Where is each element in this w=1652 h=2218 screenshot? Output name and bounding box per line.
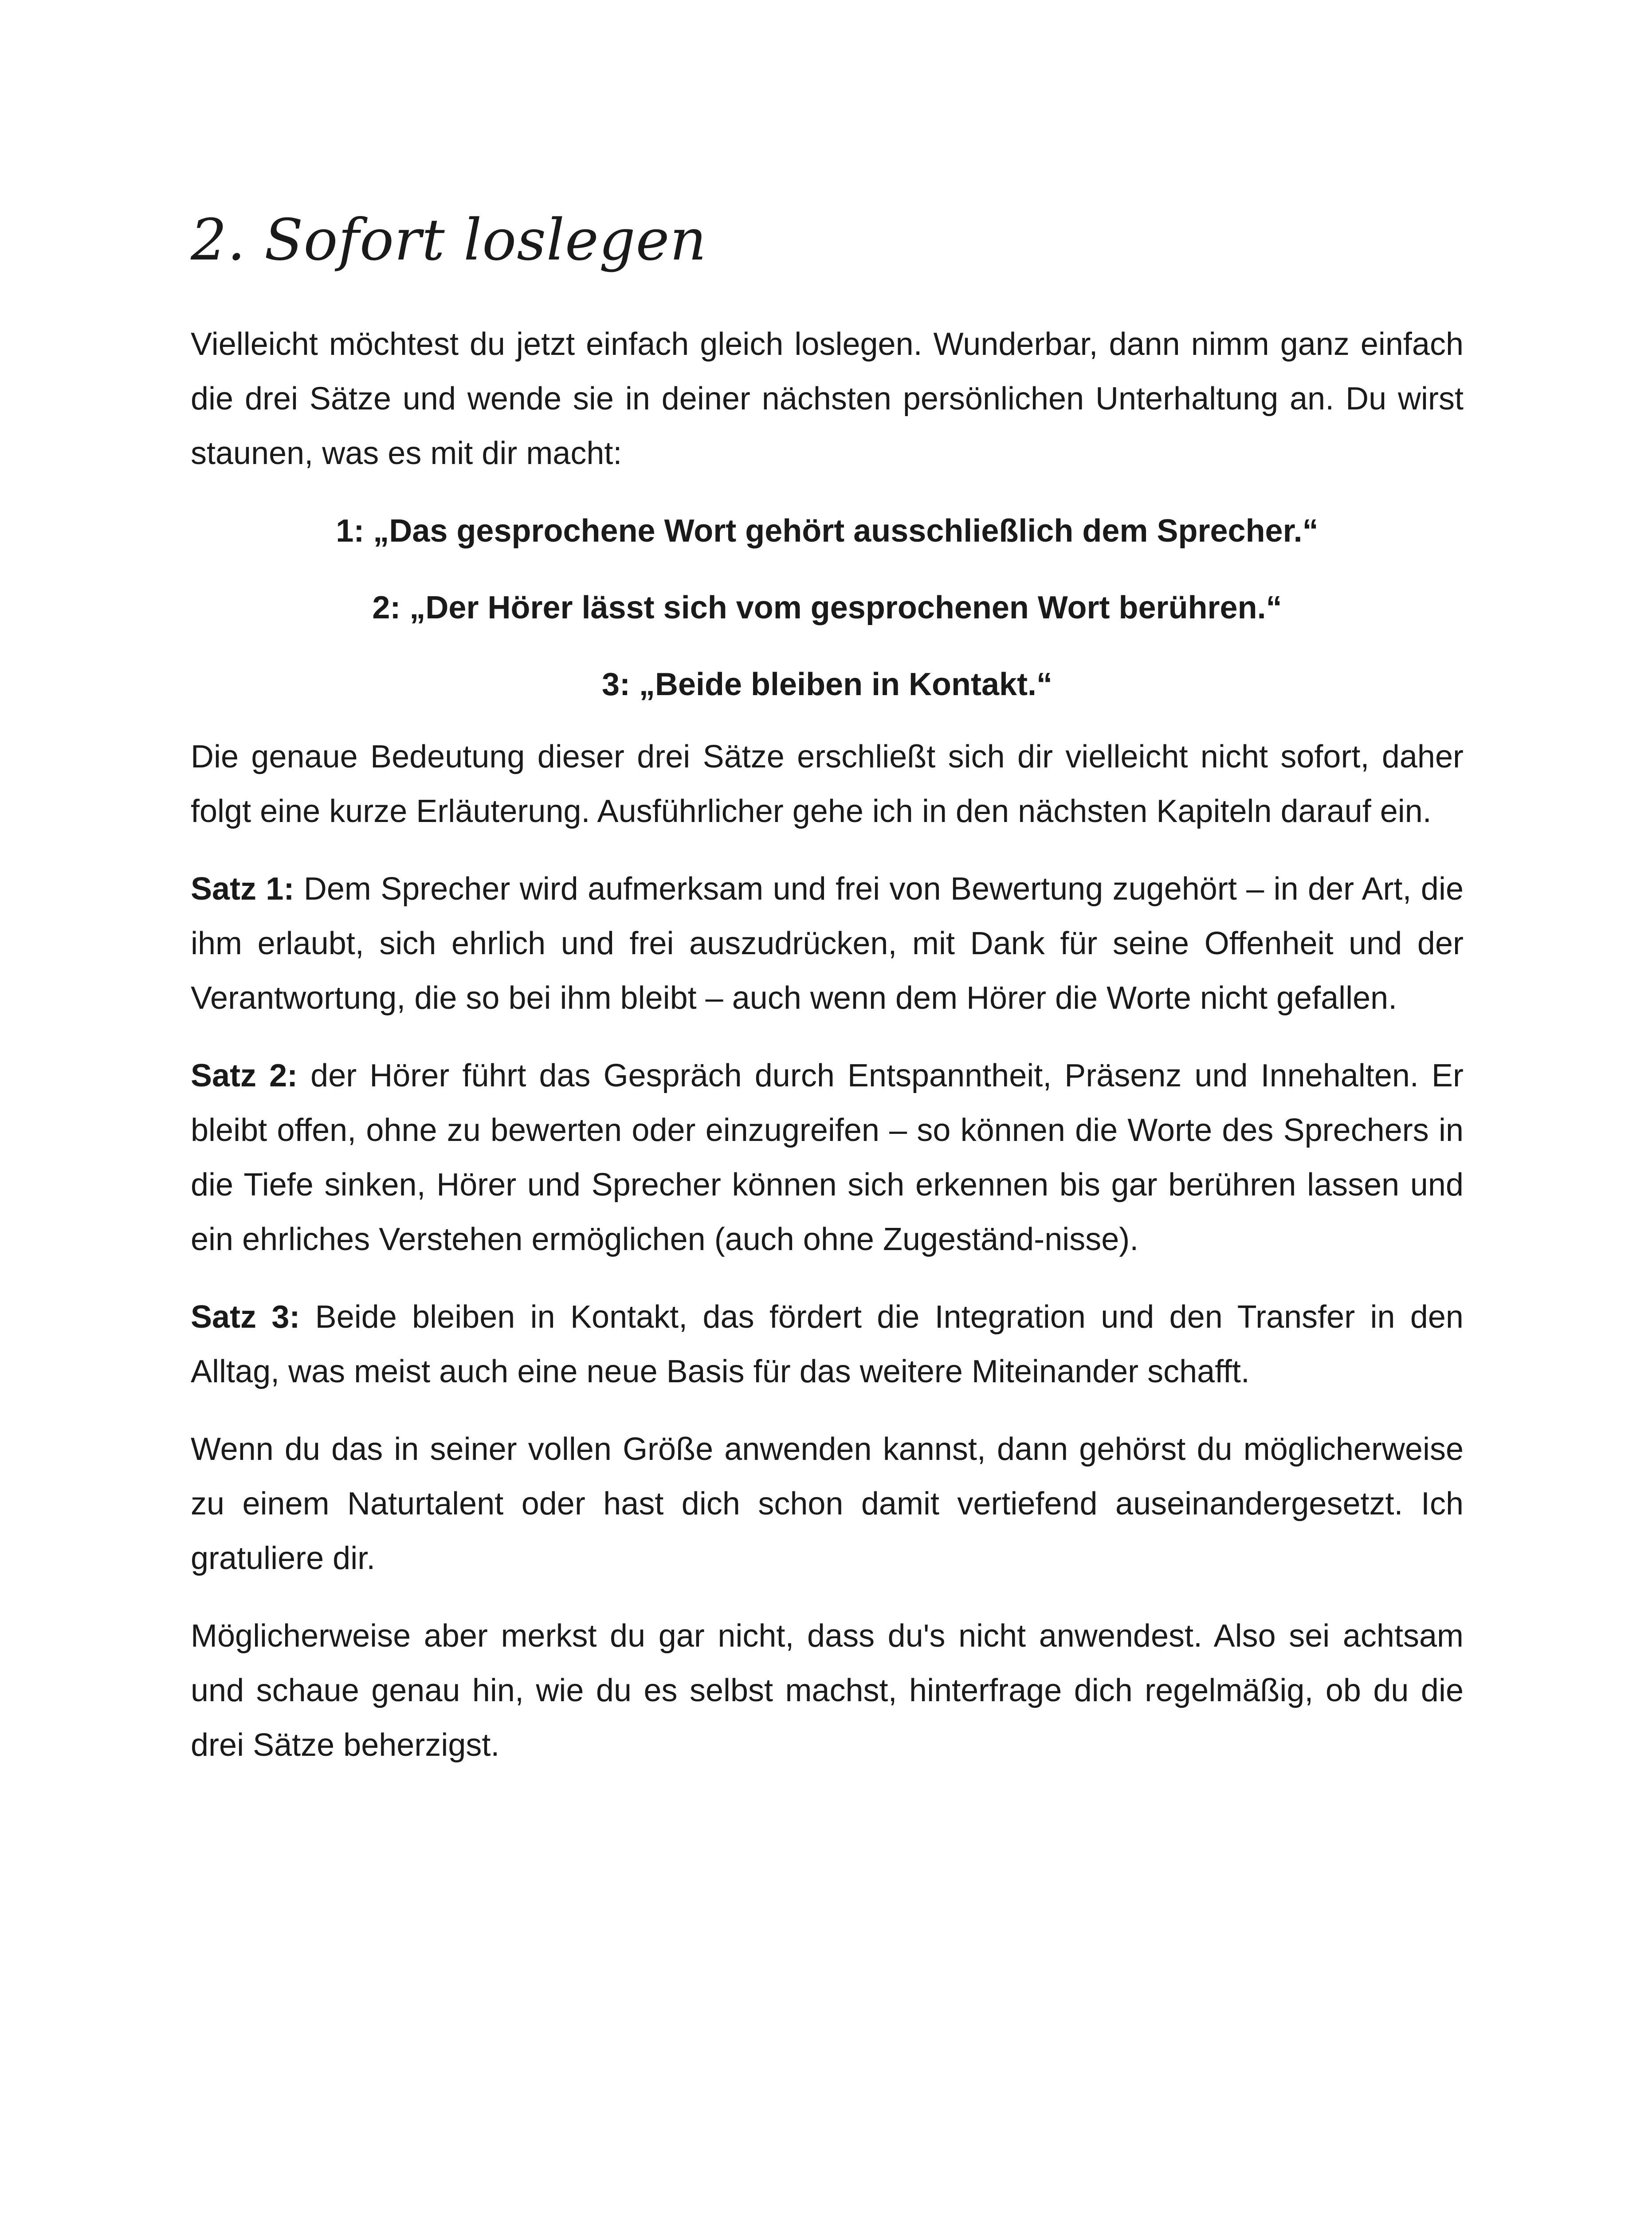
satz-1-paragraph (191, 862, 1464, 1026)
satz-3-paragraph (191, 1290, 1464, 1399)
sentence-2: 2: „Der Hörer lässt sich vom gesprochenen Wort berühren.“ (372, 590, 1282, 625)
talent-paragraph: Wenn du das in seiner vollen Größe anwenden kannst, dann gehörst du möglicherweise zu einem Naturtalent oder hast dich schon damit vertiefend auseinandergesetzt. Ich gratuliere dir. (191, 1431, 1464, 1576)
explanation-paragraph: Die genaue Bedeutung dieser drei Sätze erschließt sich dir vielleicht nicht sofort, daher folgt eine kurze Erläuterung. Ausführlicher gehe ich in den nächsten Kapiteln darauf ein. (191, 739, 1464, 829)
chapter-heading: 2. Sofort loslegen (191, 207, 707, 273)
satz-1-label: Satz 1: (191, 871, 294, 907)
intro-paragraph: Vielleicht möchtest du jetzt einfach gleich loslegen. Wunderbar, dann nimm ganz einfach die drei Sätze und wende sie in deiner nächsten persönlichen Unterhaltung an. Du wirst staunen, was es mit dir macht: (191, 326, 1464, 471)
page-body (191, 317, 1464, 1796)
satz-2-text: der Hörer führt das Gespräch durch Entspanntheit, Präsenz und Innehalten. Er bleibt offen, ohne zu bewerten oder einzugreifen – so können die Worte des Sprechers in die Tiefe sinken, Hörer und Sprecher können sich erkennen bis gar berühren lassen und ein ehrliches Verstehen ermöglichen (auch ohne Zugeständ-nisse). (191, 1058, 1464, 1257)
sentence-3: 3: „Beide bleiben in Kontakt.“ (601, 667, 1053, 702)
satz-2-label: Satz 2: (191, 1058, 298, 1093)
sentence-1: 1: „Das gesprochene Wort gehört ausschließlich dem Sprecher.“ (336, 513, 1318, 549)
satz-1-text: Dem Sprecher wird aufmerksam und frei von Bewertung zugehört – in der Art, die ihm erlaubt, sich ehrlich und frei auszudrücken, mit Dank für seine Offenheit und der Verantwortung, die so bei ihm bleibt – auch wenn dem Hörer die Worte nicht gefallen. (191, 871, 1464, 1016)
mindful-paragraph: Möglicherweise aber merkst du gar nicht, dass du's nicht anwendest. Also sei achtsam und schaue genau hin, wie du es selbst machst, hinterfrage dich regelmäßig, ob du die drei Sätze beherzigst. (191, 1618, 1464, 1763)
satz-3-text: Beide bleiben in Kontakt, das fördert die Integration und den Transfer in den Alltag, was meist auch eine neue Basis für das weitere Miteinander schafft. (191, 1299, 1464, 1389)
satz-3-label: Satz 3: (191, 1299, 300, 1335)
satz-2-paragraph (191, 1049, 1464, 1267)
